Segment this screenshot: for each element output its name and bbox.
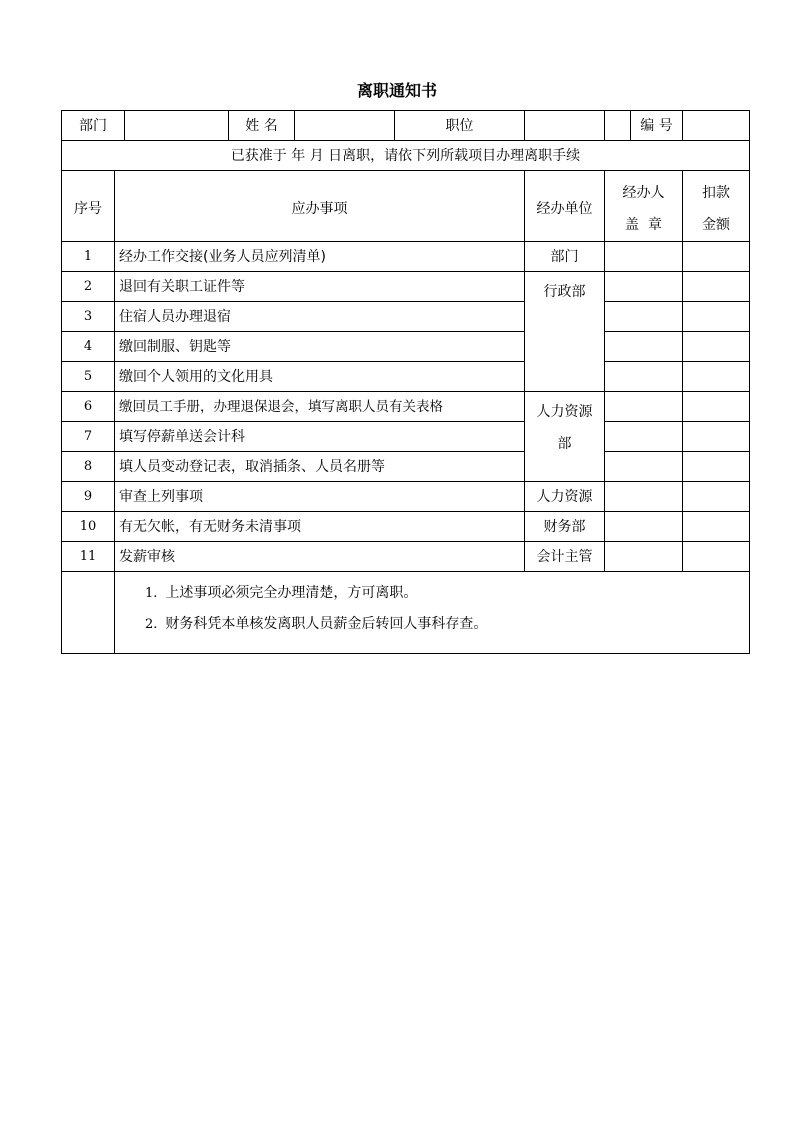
document-title: 离职通知书 <box>356 81 437 100</box>
handler-seal-cell[interactable] <box>605 512 683 542</box>
handler-seal-cell[interactable] <box>605 272 683 302</box>
note-text: 财务科凭本单核发离职人员薪金后转回人事科存查。 <box>165 616 488 632</box>
table-row <box>62 332 750 362</box>
handler-seal-cell[interactable] <box>605 452 683 482</box>
position-label: 职位 <box>395 111 525 141</box>
table-row <box>62 422 750 452</box>
notes-row <box>62 572 750 654</box>
col-deduct <box>683 171 750 242</box>
row-item: 有无欠帐，有无财务未清事项 <box>115 512 525 542</box>
row-item: 缴回员工手册，办理退保退会，填写离职人员有关表格 <box>115 392 525 422</box>
deduction-cell[interactable] <box>683 482 750 512</box>
row-unit: 会计主管 <box>525 542 605 572</box>
note-line <box>145 609 749 640</box>
handler-seal-cell[interactable] <box>605 392 683 422</box>
name-label: 姓 名 <box>229 111 295 141</box>
handler-seal-cell[interactable] <box>605 362 683 392</box>
notes-cell <box>115 572 750 654</box>
row-item: 缴回制服、钥匙等 <box>115 332 525 362</box>
number-label: 编 号 <box>631 111 683 141</box>
spacer-cell <box>605 111 631 141</box>
col-handler-line1: 经办人 <box>622 185 665 201</box>
deduction-cell[interactable] <box>683 242 750 272</box>
column-header-row <box>62 171 750 242</box>
note-line <box>145 578 749 609</box>
row-item: 住宿人员办理退宿 <box>115 302 525 332</box>
col-deduct-line1: 扣款 <box>702 185 730 201</box>
table-row <box>62 272 750 302</box>
note-number: 1. <box>145 586 158 601</box>
intro-row <box>62 141 750 171</box>
row-number: 11 <box>62 542 115 572</box>
note-text: 上述事项必须完全办理清楚，方可离职。 <box>165 585 418 601</box>
row-unit-hr-dept <box>525 392 605 482</box>
handler-seal-cell[interactable] <box>605 302 683 332</box>
table-row <box>62 542 750 572</box>
col-unit: 经办单位 <box>525 171 605 242</box>
table-row <box>62 482 750 512</box>
dept-value-cell[interactable] <box>125 111 229 141</box>
hr-dept-line2: 部 <box>557 436 572 452</box>
row-number: 2 <box>62 272 115 302</box>
deduction-cell[interactable] <box>683 272 750 302</box>
row-number: 5 <box>62 362 115 392</box>
row-number: 8 <box>62 452 115 482</box>
row-number: 10 <box>62 512 115 542</box>
deduction-cell[interactable] <box>683 512 750 542</box>
hr-dept-line1: 人力资源 <box>536 404 593 420</box>
col-seq: 序号 <box>62 171 115 242</box>
row-unit: 部门 <box>525 242 605 272</box>
handler-seal-cell[interactable] <box>605 242 683 272</box>
handler-seal-cell[interactable] <box>605 482 683 512</box>
row-number: 4 <box>62 332 115 362</box>
deduction-cell[interactable] <box>683 302 750 332</box>
deduction-cell[interactable] <box>683 542 750 572</box>
deduction-cell[interactable] <box>683 392 750 422</box>
row-unit-admin: 行政部 <box>525 272 605 392</box>
resignation-form-table <box>61 110 750 654</box>
position-value-cell[interactable] <box>525 111 605 141</box>
row-number: 7 <box>62 422 115 452</box>
deduction-cell[interactable] <box>683 362 750 392</box>
row-item: 审查上列事项 <box>115 482 525 512</box>
row-item: 填人员变动登记表，取消插条、人员名册等 <box>115 452 525 482</box>
table-row <box>62 392 750 422</box>
intro-text: 已获准于 年 月 日离职，请依下列所载项目办理离职手续 <box>62 141 750 171</box>
row-number: 1 <box>62 242 115 272</box>
row-number: 6 <box>62 392 115 422</box>
row-unit: 人力资源 <box>525 482 605 512</box>
note-number: 2. <box>145 617 158 632</box>
row-number: 9 <box>62 482 115 512</box>
table-row <box>62 362 750 392</box>
handler-seal-cell[interactable] <box>605 332 683 362</box>
handler-seal-cell[interactable] <box>605 542 683 572</box>
row-item: 发薪审核 <box>115 542 525 572</box>
row-number: 3 <box>62 302 115 332</box>
notes-blank-cell <box>62 572 115 654</box>
row-item: 填写停薪单送会计科 <box>115 422 525 452</box>
row-item: 缴回个人领用的文化用具 <box>115 362 525 392</box>
table-row <box>62 512 750 542</box>
deduction-cell[interactable] <box>683 452 750 482</box>
info-row <box>62 111 750 141</box>
row-item: 退回有关职工证件等 <box>115 272 525 302</box>
number-value-cell[interactable] <box>683 111 750 141</box>
name-value-cell[interactable] <box>295 111 395 141</box>
deduction-cell[interactable] <box>683 422 750 452</box>
col-item: 应办事项 <box>115 171 525 242</box>
table-row <box>62 242 750 272</box>
handler-seal-cell[interactable] <box>605 422 683 452</box>
dept-label: 部门 <box>62 111 125 141</box>
table-row <box>62 452 750 482</box>
col-handler <box>605 171 683 242</box>
col-deduct-line2: 金额 <box>702 217 730 233</box>
row-item: 经办工作交接(业务人员应列清单) <box>115 242 525 272</box>
deduction-cell[interactable] <box>683 332 750 362</box>
col-handler-line2: 盖 章 <box>625 217 662 233</box>
row-unit: 财务部 <box>525 512 605 542</box>
table-row <box>62 302 750 332</box>
